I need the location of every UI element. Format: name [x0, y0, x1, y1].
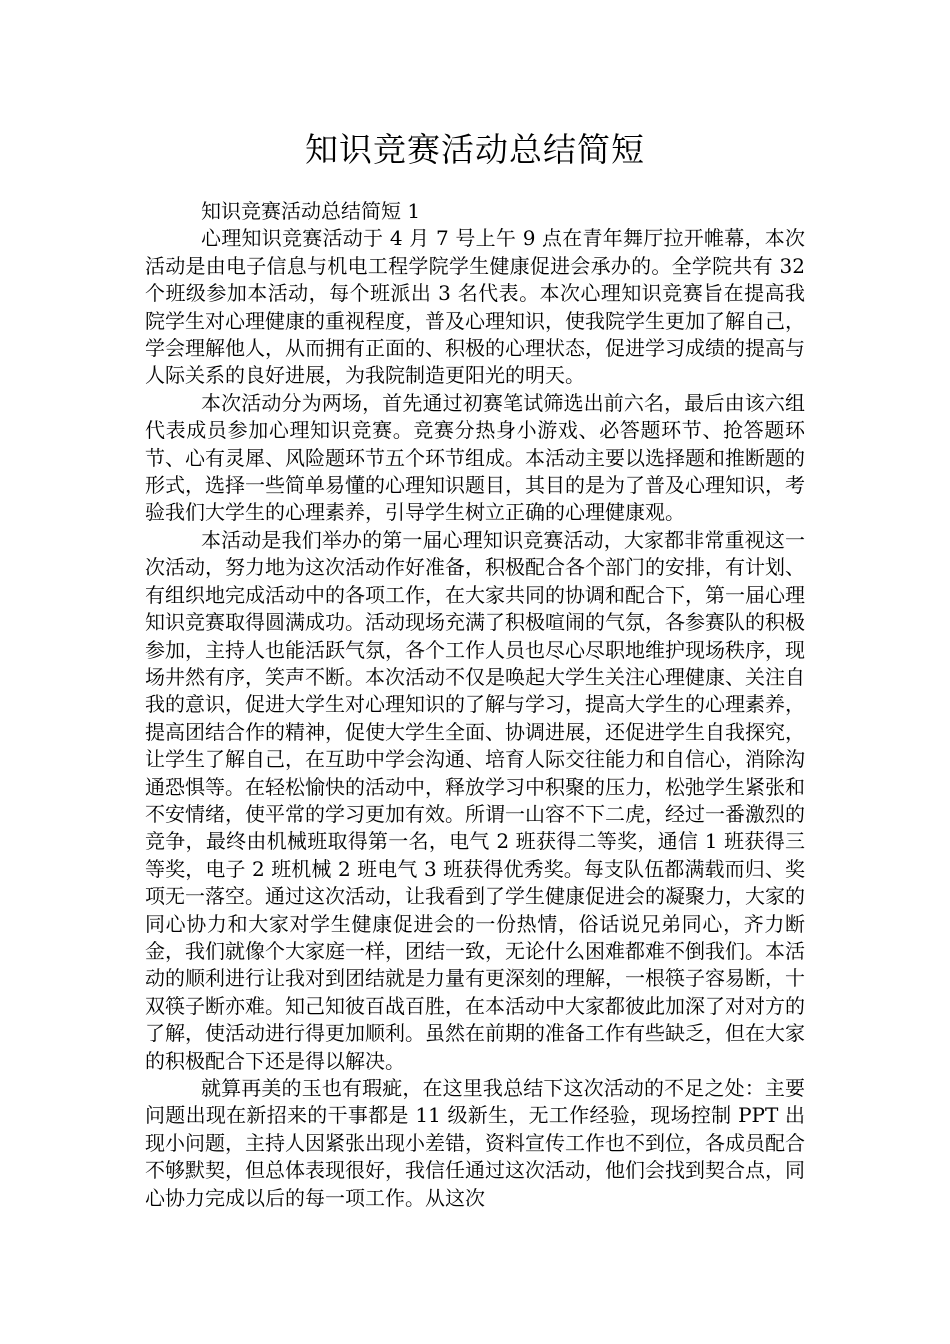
paragraph-2: 本次活动分为两场，首先通过初赛笔试筛选出前六名，最后由该六组代表成员参加心理知识竞赛。竞赛分热身小游戏、必答题环节、抢答题环节、心有灵犀、风险题环节五个环节组成。本活动主要以选择题和推断题的形式，选择一些简单易懂的心理知识题目，其目的是为了普及心理知识，考验我们大学生的心理素养，引导学生树立正确的心理健康观。 [145, 390, 805, 525]
paragraph-subtitle: 知识竞赛活动总结简短 1 [201, 199, 421, 223]
paragraph-4: 就算再美的玉也有瑕疵，在这里我总结下这次活动的不足之处：主要问题出现在新招来的干事都是 11 级新生，无工作经验，现场控制 PPT 出现小问题，主持人因紧张出现小差错，资料宣传工作也不到位，各成员配合不够默契，但总体表现很好，我信任通过这次活动，他们会找到契合点，同心协力完成以后的每一项工作。从这次 [145, 1076, 805, 1210]
document-body [145, 198, 805, 1212]
paragraph-3: 本活动是我们举办的第一届心理知识竞赛活动，大家都非常重视这一次活动，努力地为这次活动作好准备，积极配合各个部门的安排，有计划、有组织地完成活动中的各项工作，在大家共同的协调和配合下，第一届心理知识竞赛取得圆满成功。活动现场充满了积极喧闹的气氛，各参赛队的积极参加，主持人也能活跃气氛，各个工作人员也尽心尽职地维护现场秩序，现场井然有序，笑声不断。本次活动不仅是唤起大学生关注心理健康、关注自我的意识，促进大学生对心理知识的了解与学习，提高大学生的心理素养，提高团结合作的精神，促使大学生全面、协调进展，还促进学生自我探究，让学生了解自己，在互助中学会沟通、培育人际交往能力和自信心，消除沟通恐惧等。在轻松愉快的活动中，释放学习中积聚的压力，松弛学生紧张和不安情绪，使平常的学习更加有效。所谓一山容不下二虎，经过一番激烈的竞争，最终由机械班取得第一名，电气 2 班获得二等奖，通信 1 班获得三等奖，电子 2 班机械 2 班电气 3 班获得优秀奖。每支队伍都满载而归、奖项无一落空。通过这次活动，让我看到了学生健康促进会的凝聚力，大家的同心协力和大家对学生健康促进会的一份热情，俗话说兄弟同心，齐力断金，我们就像个大家庭一样，团结一致，无论什么困难都难不倒我们。本活动的顺利进行让我对到团结就是力量有更深刻的理解，一根筷子容易断，十双筷子断亦难。知己知彼百战百胜，在本活动中大家都彼此加深了对对方的了解，使活动进行得更加顺利。虽然在前期的准备工作有些缺乏，但在大家的积极配合下还是得以解决。 [145, 527, 805, 1073]
document-title: 知识竞赛活动总结简短 [305, 130, 645, 169]
paragraph-1: 心理知识竞赛活动于 4 月 7 号上午 9 点在青年舞厅拉开帷幕，本次活动是由电子信息与机电工程学院学生健康促进会承办的。全学院共有 32 个班级参加本活动，每个班派出 3 名代表。本次心理知识竞赛旨在提高我院学生对心理健康的重视程度，普及心理知识，使我院学生更加了解自己，学会理解他人，从而拥有正面的、积极的心理状态，促进学习成绩的提高与人际关系的良好进展，为我院制造更阳光的明天。 [145, 226, 805, 388]
